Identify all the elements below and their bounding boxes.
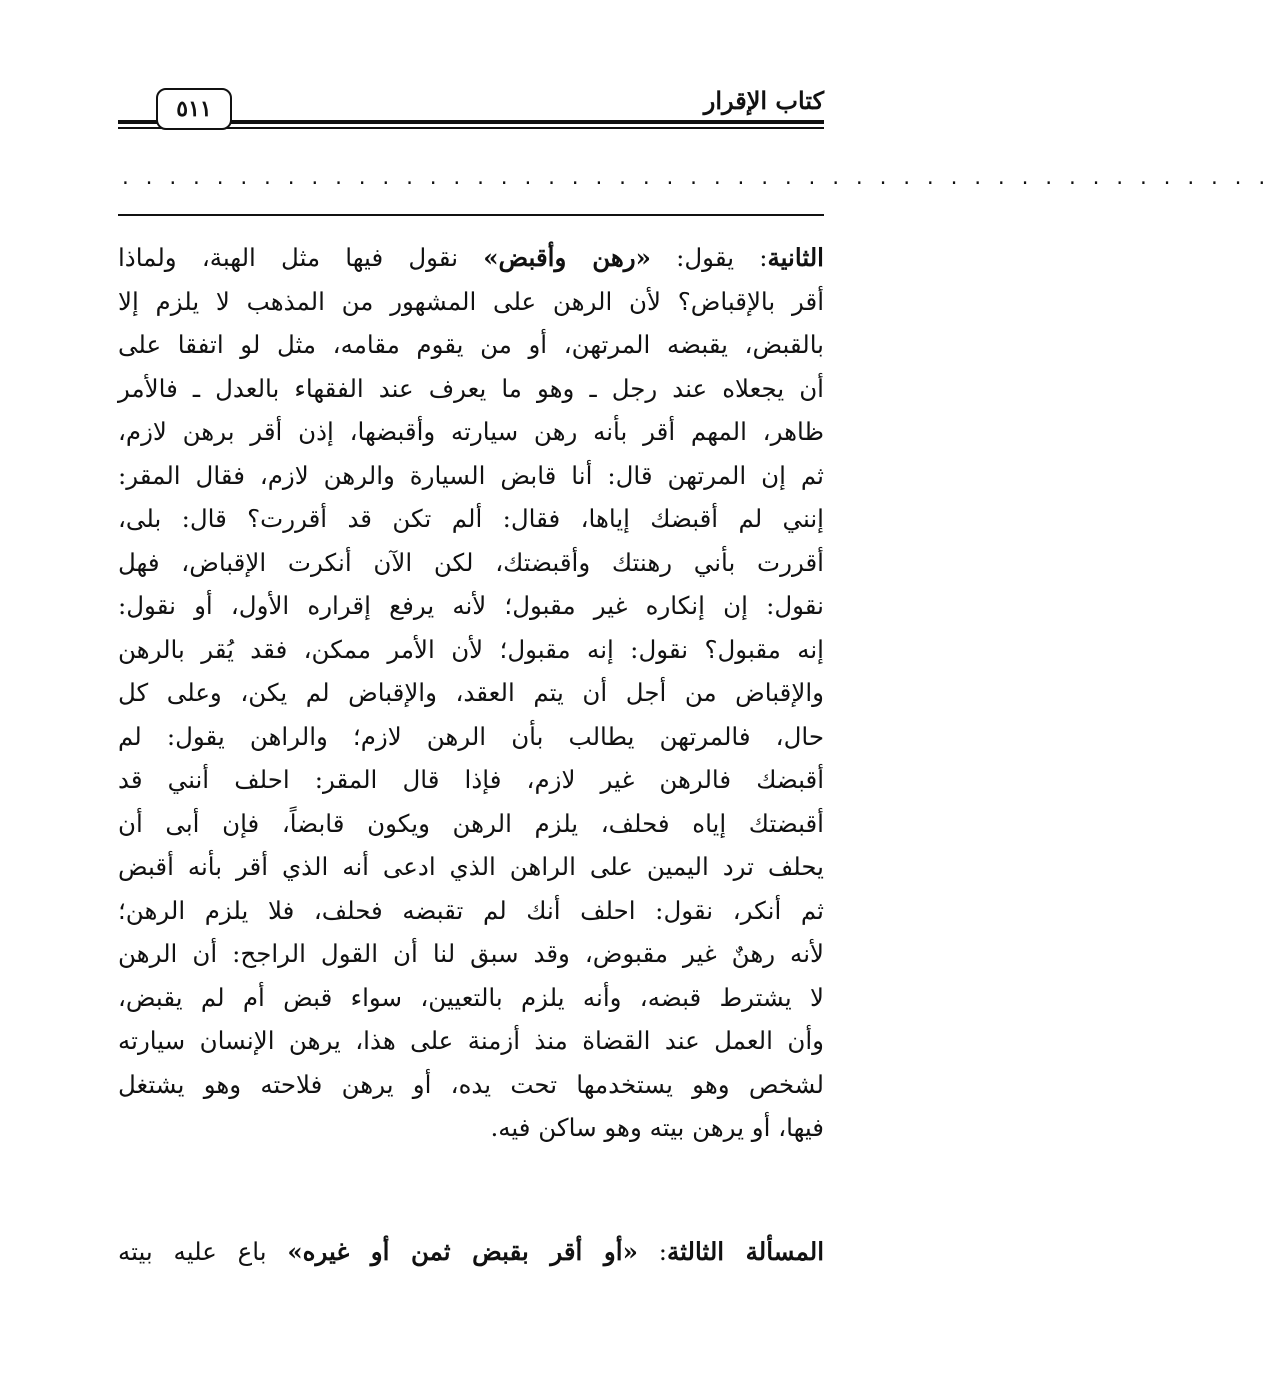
paragraph-line: ثم إن المرتهن قال: أنا قابض السيارة والرهن لازم، فقال المقر:: [118, 460, 824, 490]
page-number: ٥١١: [156, 88, 232, 130]
paragraph-line: إنه مقبول؟ نقول: إنه مقبول؛ لأن الأمر ممكن، فقد يُقر بالرهن: [118, 634, 824, 664]
paragraph-line: أقبضتك إياه فحلف، يلزم الرهن ويكون قابضاً، فإن أبى أن: [118, 808, 824, 838]
paragraph-line: لأنه رهنٌ غير مقبوض، وقد سبق لنا أن القول الراجح: أن الرهن: [118, 939, 824, 968]
main-paragraph: [118, 236, 824, 1150]
paragraph-line: ثم أنكر، نقول: احلف أنك لم تقبضه فحلف، فلا يلزم الرهن؛: [118, 895, 824, 925]
paragraph-line: لشخص وهو يستخدمها تحت يده، أو يرهن فلاحته وهو يشتغل: [118, 1069, 824, 1099]
paragraph-lead-label: الثانية: [767, 243, 824, 272]
paragraph-line: نقول: إن إنكاره غير مقبول؛ لأنه يرفع إقراره الأول، أو نقول:: [118, 591, 824, 620]
running-header: [118, 82, 824, 132]
dotted-separator: . . . . . . . . . . . . . . . . . . . . . . . . . . . . . . . . . . . . . . . . . . . . . . . . .: [120, 168, 1268, 189]
paragraph-line: والإقباض من أجل أن يتم العقد، والإقباض لم يكن، وعلى كل: [118, 678, 824, 707]
next-section-heading: [118, 1230, 824, 1274]
paragraph-line: حال، فالمرتهن يطالب بأن الرهن لازم؛ والراهن يقول: لم: [118, 721, 824, 751]
paragraph-line: ظاهر، المهم أقر بأنه رهن سيارته وأقبضها، إذن أقر برهن لازم،: [118, 417, 824, 446]
paragraph-line: أن يجعلاه عند رجل ـ وهو ما يعرف عند الفقهاء بالعدل ـ فالأمر: [118, 373, 824, 403]
section-rest: باع عليه بيته: [118, 1237, 288, 1266]
paragraph-line: وأن العمل عند القضاة منذ أزمنة على هذا، يرهن الإنسان سيارته: [118, 1026, 824, 1055]
book-title: كتاب الإقرار: [703, 86, 824, 115]
paragraph-line: لا يشترط قبضه، وأنه يلزم بالتعيين، سواء قبض أم لم يقبض،: [118, 982, 824, 1012]
section-quote: «أو أقر بقبض ثمن أو غيره»: [287, 1237, 638, 1266]
paragraph-line: بالقبض، يقبضه المرتهن، أو من يقوم مقامه، مثل لو اتفقا على: [118, 330, 824, 359]
section-label: المسألة الثالثة: [666, 1237, 825, 1266]
paragraph-line: أقبضك فالرهن غير لازم، فإذا قال المقر: احلف أنني قد: [118, 765, 824, 794]
section-colon: :: [637, 1237, 667, 1266]
paragraph-lead-tail: نقول فيها مثل الهبة، ولماذا: [118, 243, 484, 272]
paragraph-line: إنني لم أقبضك إياها، فقال: ألم تكن قد أقررت؟ قال: بلى،: [118, 504, 824, 533]
paragraph-line: فيها، أو يرهن بيته وهو ساكن فيه.: [490, 1113, 824, 1142]
paragraph-line: أقررت بأني رهنتك وأقبضتك، لكن الآن أنكرت الإقباض، فهل: [118, 547, 824, 577]
paragraph-line: أقر بالإقباض؟ لأن الرهن على المشهور من المذهب لا يلزم إلا: [118, 286, 824, 316]
content-rule: [118, 214, 824, 216]
paragraph-line: يحلف ترد اليمين على الراهن الذي ادعى أنه الذي أقر بأنه أقبض: [118, 852, 824, 881]
paragraph-lead-rest: : يقول:: [650, 243, 768, 272]
paragraph-quote: «رهن وأقبض»: [483, 243, 651, 272]
paragraph-line: [118, 236, 824, 280]
